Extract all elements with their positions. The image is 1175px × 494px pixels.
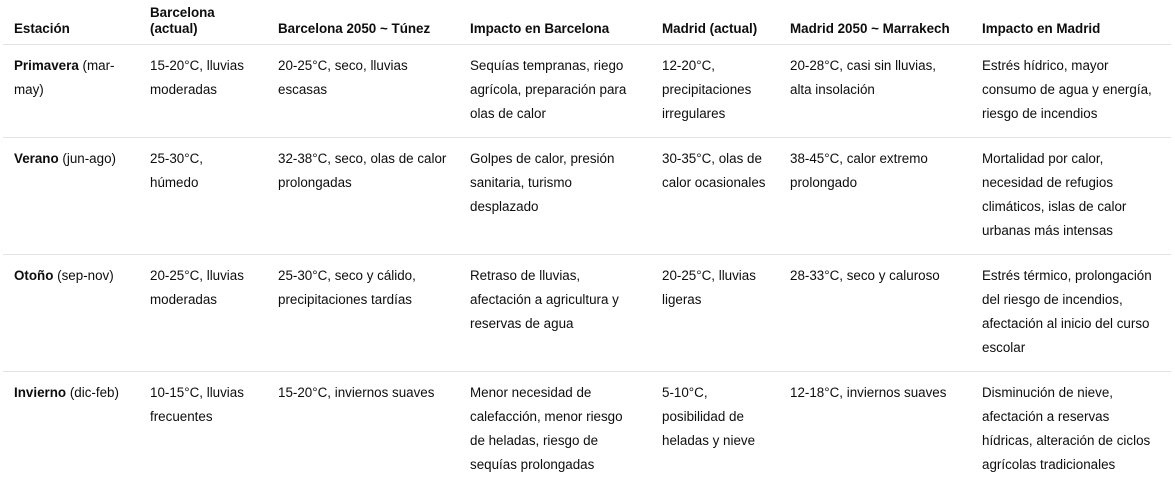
header-season: Estación xyxy=(3,0,139,45)
season-months: (sep-nov) xyxy=(53,268,114,283)
madrid-2050-cell: 38-45°C, calor extremo prolongado xyxy=(779,138,971,255)
barcelona-impact-cell: Sequías tempranas, riego agrícola, preparación para olas de calor xyxy=(459,45,651,138)
barcelona-impact-cell: Menor necesidad de calefacción, menor riesgo de heladas, riesgo de sequías prolongadas xyxy=(470,385,623,472)
season-name: Otoño xyxy=(14,268,54,283)
barcelona-current-cell: 10-15°C, lluvias frecuentes xyxy=(150,385,244,424)
season-cell xyxy=(3,255,139,372)
barcelona-current-cell: 20-25°C, lluvias moderadas xyxy=(139,255,267,372)
season-name: Verano xyxy=(14,151,59,166)
table-body xyxy=(3,45,1171,489)
madrid-current-cell: 5-10°C, posibilidad de heladas y nieve xyxy=(662,385,756,448)
madrid-2050-cell: 28-33°C, seco y caluroso xyxy=(779,255,971,372)
madrid-2050-cell: 12-18°C, inviernos suaves xyxy=(790,385,947,400)
table-header xyxy=(3,0,1171,45)
barcelona-2050-cell: 32-38°C, seco, olas de calor prolongadas xyxy=(267,138,459,255)
barcelona-current-cell: 15-20°C, lluvias moderadas xyxy=(139,45,267,138)
header-barcelona-current: Barcelona (actual) xyxy=(139,0,267,45)
season-cell xyxy=(3,45,139,138)
table-row xyxy=(3,138,1171,255)
table-row xyxy=(3,255,1171,372)
barcelona-2050-cell: 20-25°C, seco, lluvias escasas xyxy=(267,45,459,138)
header-madrid-impact: Impacto en Madrid xyxy=(971,0,1171,45)
madrid-impact-cell: Estrés térmico, prolongación del riesgo de incendios, afectación al inicio del curso escolar xyxy=(971,255,1171,372)
madrid-current-cell: 20-25°C, lluvias ligeras xyxy=(651,255,779,372)
barcelona-2050-cell: 25-30°C, seco y cálido, precipitaciones tardías xyxy=(267,255,459,372)
header-madrid-current: Madrid (actual) xyxy=(651,0,779,45)
header-madrid-2050: Madrid 2050 ~ Marrakech xyxy=(779,0,971,45)
barcelona-current-cell: 25-30°C, húmedo xyxy=(139,138,267,255)
madrid-current-cell: 30-35°C, olas de calor ocasionales xyxy=(651,138,779,255)
season-months: (mar-may) xyxy=(14,58,115,97)
barcelona-impact-cell: Retraso de lluvias, afectación a agricultura y reservas de agua xyxy=(459,255,651,372)
header-row xyxy=(3,0,1171,45)
header-barcelona-impact: Impacto en Barcelona xyxy=(459,0,651,45)
table-row xyxy=(3,45,1171,138)
madrid-impact-cell: Mortalidad por calor, necesidad de refugios climáticos, islas de calor urbanas más intensas xyxy=(971,138,1171,255)
madrid-2050-cell: 20-28°C, casi sin lluvias, alta insolación xyxy=(779,45,971,138)
season-name: Invierno xyxy=(14,385,67,400)
barcelona-impact-cell: Golpes de calor, presión sanitaria, turismo desplazado xyxy=(459,138,651,255)
table-row xyxy=(3,372,1171,489)
header-barcelona-2050: Barcelona 2050 ~ Túnez xyxy=(267,0,459,45)
madrid-impact-cell: Estrés hídrico, mayor consumo de agua y energía, riesgo de incendios xyxy=(971,45,1171,138)
season-name: Primavera xyxy=(14,58,79,73)
season-months: (dic-feb) xyxy=(66,385,119,400)
season-cell xyxy=(3,138,139,255)
season-cell xyxy=(3,372,139,489)
climate-comparison-table xyxy=(3,0,1171,488)
barcelona-2050-cell: 15-20°C, inviernos suaves xyxy=(278,385,435,400)
madrid-current-cell: 12-20°C, precipitaciones irregulares xyxy=(651,45,779,138)
madrid-impact-cell: Disminución de nieve, afectación a reservas hídricas, alteración de ciclos agrícolas tradicionales xyxy=(982,385,1151,472)
season-months: (jun-ago) xyxy=(58,151,116,166)
